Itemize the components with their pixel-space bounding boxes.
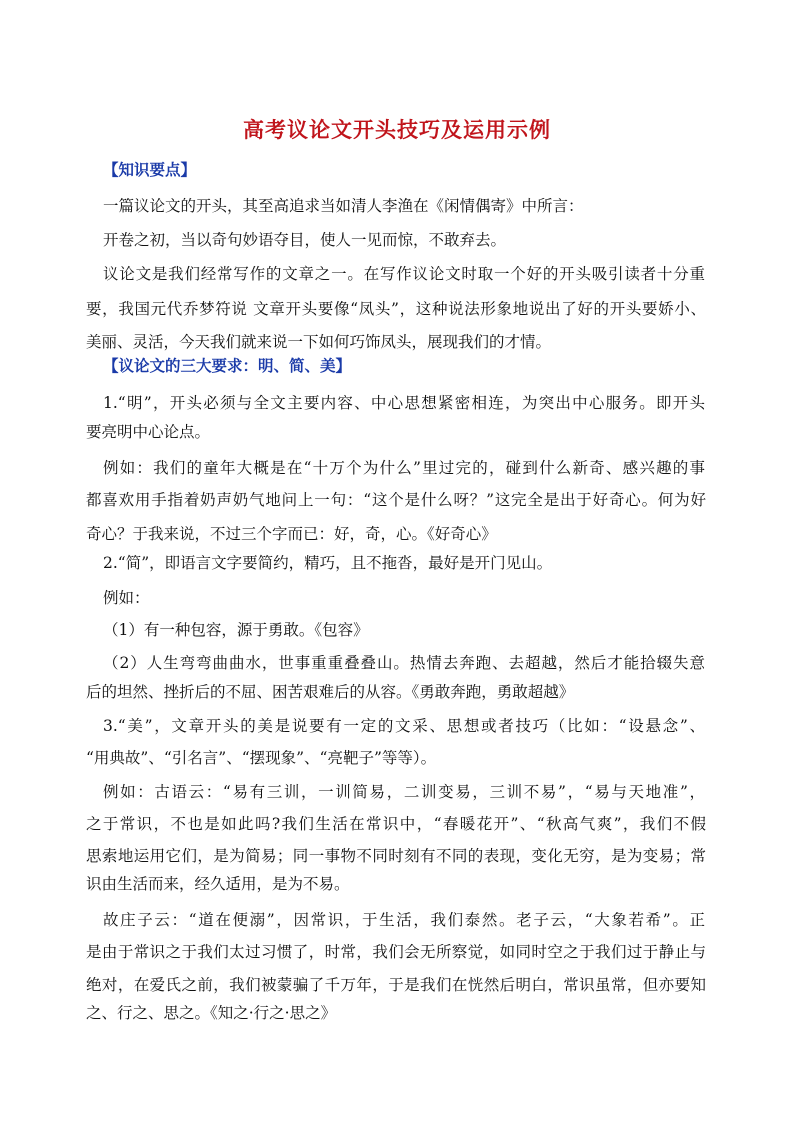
paragraph-line: 奇心？于我来说，不过三个字而已：好，奇，心。《好奇心》 [86,525,497,543]
paragraph-line: 开卷之初，当以奇句妙语夺目，使人一见而惊，不敢弃去。 [103,231,507,249]
paragraph-line: 要亮明中心论点。 [86,423,211,441]
paragraph-line: 是由于常识之于我们太过习惯了，时常，我们会无所察觉，如同时空之于我们过于静止与 [86,943,706,961]
paragraph-line: 要，我国元代乔梦符说 文章开头要像“凤头”，这种说法形象地说出了好的开头要娇小、 [86,300,706,318]
paragraph-line: “用典故”、“引名言”、“摆现象”、“亮靶子”等等）。 [86,749,437,767]
paragraph-line: 例如： [103,589,150,607]
paragraph-line: 2.“简”，即语言文字要简约，精巧，且不拖沓，最好是开门见山。 [103,554,553,572]
paragraph-line: （1）有一种包容，源于勇敢。《包容》 [103,621,369,639]
paragraph-line: 绝对，在爱氏之前，我们被蒙骗了千万年，于是我们在恍然后明白，常识虽常，但亦要知 [86,976,706,994]
paragraph-line: 3.“美”，文章开头的美是说要有一定的文采、思想或者技巧（比如：“设悬念”、 [103,717,705,735]
paragraph-line: （2）人生弯弯曲曲水，世事重重叠叠山。热情去奔跑、去超越，然后才能拾辍失意 [103,654,705,672]
paragraph-line: 美丽、灵活，今天我们就来说一下如何巧饰凤头，展现我们的才情。 [86,333,552,351]
paragraph-line: 之于常识，不也是如此吗?我们生活在常识中，“春暖花开”、“秋高气爽”，我们不假 [86,815,706,833]
section-heading: 【知识要点】 [103,160,197,179]
paragraph-line: 识由生活而来，经久适用，是为不易。 [86,875,350,893]
section-heading: 【议论文的三大要求：明、简、美】 [103,356,352,375]
paragraph-line: 例如：古语云：“易有三训，一训简易，二训变易，三训不易”，“易与天地准”， [103,783,705,801]
paragraph-line: 一篇议论文的开头，其至高追求当如清人李渔在《闲情偶寄》中所言： [103,197,584,215]
paragraph-line: 故庄子云：“道在便溺”，因常识，于生活，我们泰然。老子云，“大象若希”。正 [103,911,705,929]
paragraph-line: 思索地运用它们，是为简易；同一事物不同时刻有不同的表现，变化无穷，是为变易；常 [86,847,706,865]
paragraph-line: 都喜欢用手指着奶声奶气地问上一句：“这个是什么呀？”这完全是出于好奇心。何为好 [86,491,706,509]
document-title: 高考议论文开头技巧及运用示例 [243,117,551,142]
paragraph-line: 之、行之、思之。《知之·行之·思之》 [86,1004,337,1022]
paragraph-line: 后的坦然、挫折后的不屈、困苦艰难后的从容。《勇敢奔跑，勇敢超越》 [86,683,575,701]
paragraph-line: 议论文是我们经常写作的文章之一。在写作议论文时取一个好的开头吸引读者十分重 [103,265,705,283]
paragraph-line: 例如：我们的童年大概是在“十万个为什么”里过完的，碰到什么新奇、感兴趣的事 [103,459,705,477]
paragraph-line: 1.“明”，开头必须与全文主要内容、中心思想紧密相连，为突出中心服务。即开头 [103,394,705,412]
